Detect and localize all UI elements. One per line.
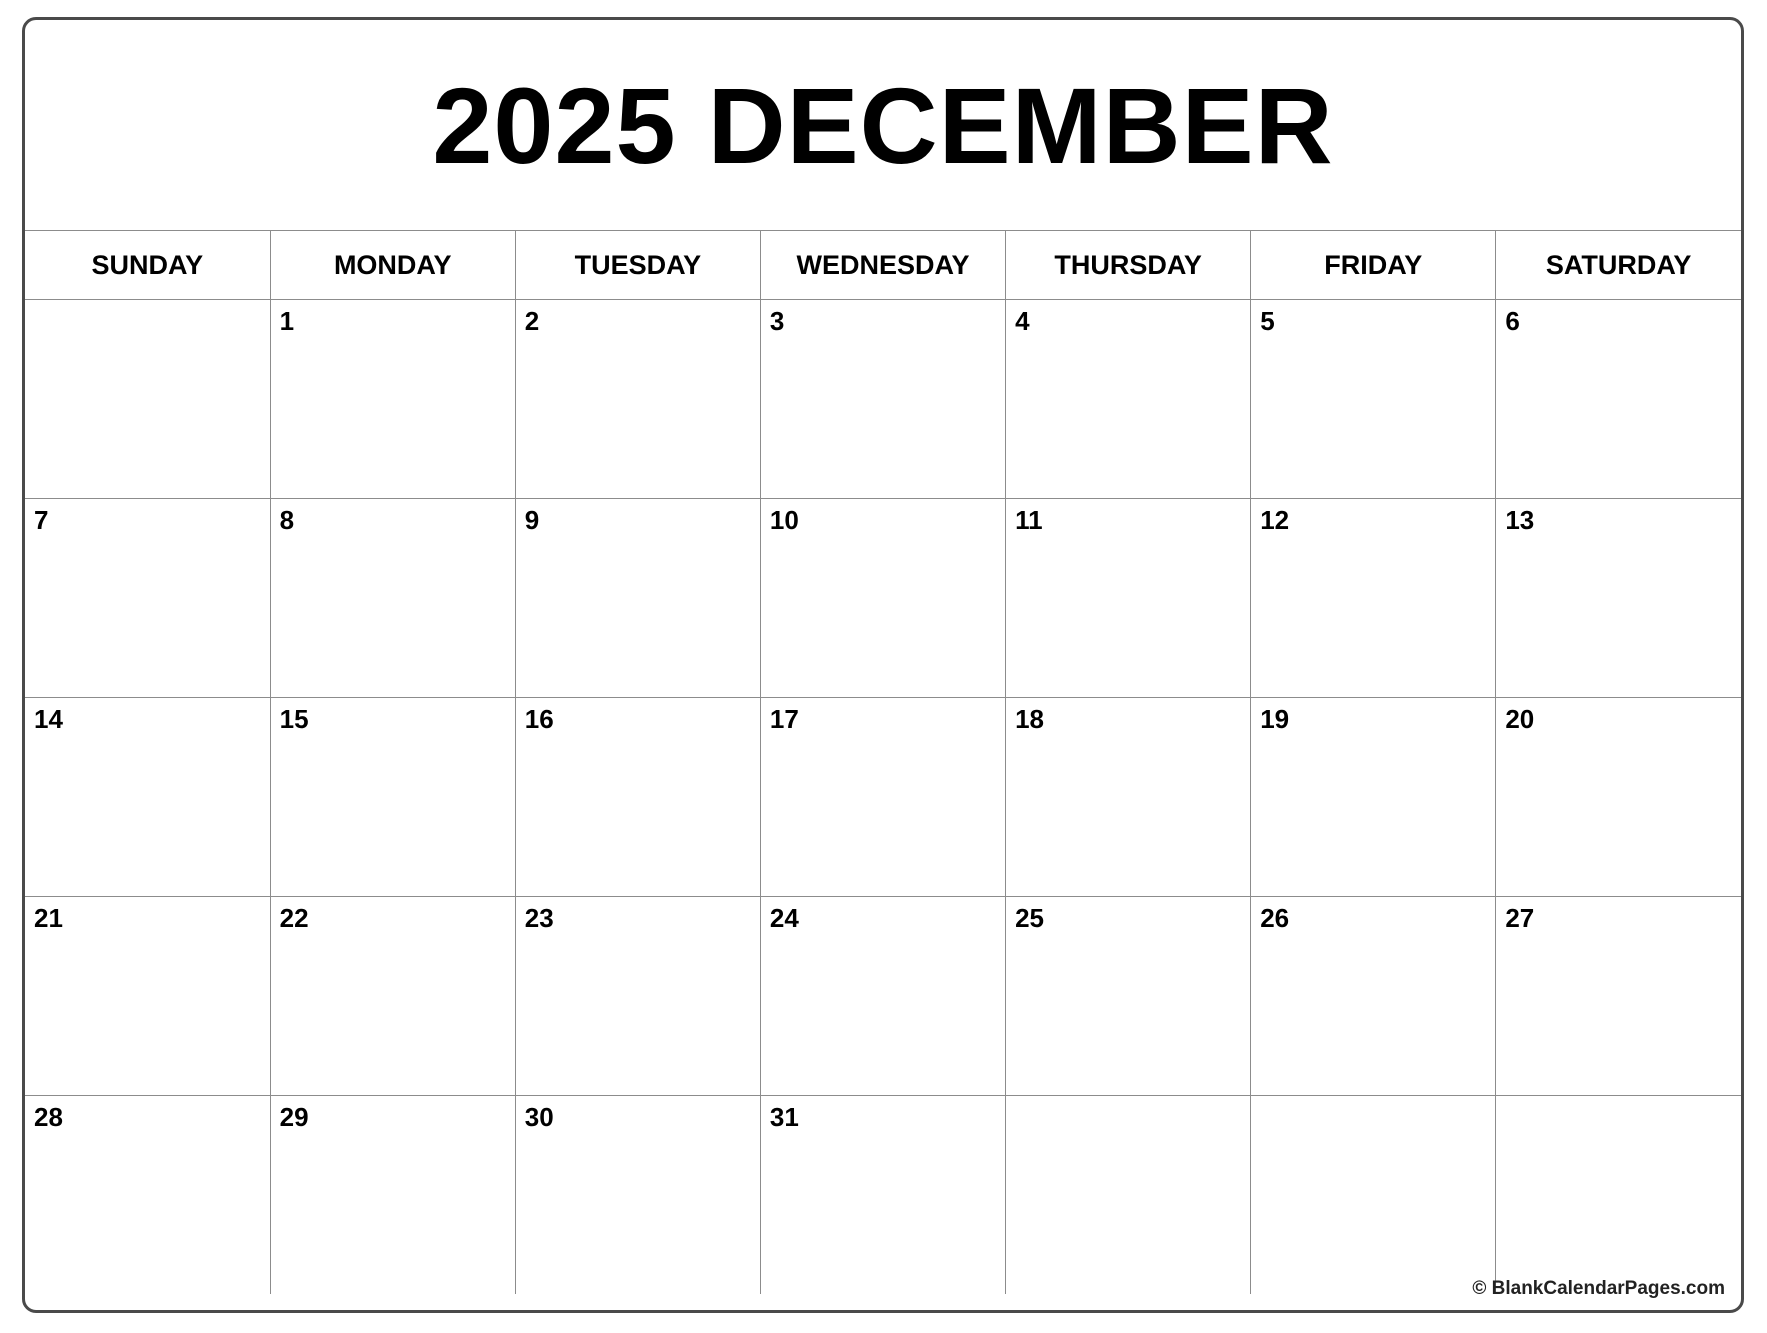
day-number: 15 (279, 704, 309, 734)
day-cell[interactable] (270, 897, 515, 1096)
weekday-header-tuesday: TUESDAY (515, 231, 760, 300)
day-number: 21 (34, 903, 63, 933)
day-cell[interactable] (270, 300, 515, 499)
day-cell[interactable] (515, 300, 760, 499)
day-number: 30 (524, 1102, 554, 1132)
day-number: 1 (279, 306, 295, 336)
day-cell[interactable] (25, 300, 270, 499)
day-cell[interactable] (1496, 300, 1741, 499)
day-number: 16 (524, 704, 554, 734)
day-number: 6 (1505, 306, 1520, 336)
day-number: 11 (1015, 505, 1043, 535)
calendar-week-row (25, 897, 1741, 1096)
day-number: 3 (769, 306, 785, 336)
day-cell[interactable] (1006, 300, 1251, 499)
calendar-container (22, 17, 1744, 1313)
weekday-header-friday: FRIDAY (1251, 231, 1496, 300)
day-cell[interactable] (270, 1096, 515, 1295)
calendar-title-bar (25, 20, 1741, 230)
day-number: 4 (1015, 306, 1030, 336)
day-cell[interactable] (1006, 897, 1251, 1096)
day-cell[interactable] (25, 897, 270, 1096)
day-number: 18 (1015, 704, 1044, 734)
day-number: 26 (1260, 903, 1290, 933)
day-number (1006, 1096, 1250, 1104)
day-cell[interactable] (1006, 1096, 1251, 1295)
day-cell[interactable] (1006, 499, 1251, 698)
day-number (1496, 1096, 1741, 1104)
day-cell[interactable] (25, 698, 270, 897)
calendar-week-row (25, 1096, 1741, 1295)
day-number: 31 (769, 1102, 799, 1132)
day-number: 22 (279, 903, 309, 933)
day-cell[interactable] (1251, 1096, 1496, 1295)
day-number: 10 (769, 505, 799, 535)
day-cell[interactable] (760, 1096, 1005, 1295)
day-cell[interactable] (1496, 897, 1741, 1096)
day-cell[interactable] (25, 499, 270, 698)
day-cell[interactable] (1006, 698, 1251, 897)
day-cell[interactable] (760, 300, 1005, 499)
weekday-header-saturday: SATURDAY (1496, 231, 1741, 300)
day-number: 5 (1260, 306, 1275, 336)
day-cell[interactable] (515, 499, 760, 698)
day-number: 20 (1505, 704, 1535, 734)
day-number: 2 (524, 306, 540, 336)
day-number: 19 (1260, 704, 1290, 734)
calendar-week-row (25, 300, 1741, 499)
day-number: 9 (524, 505, 540, 535)
day-number: 27 (1505, 903, 1535, 933)
calendar-grid (25, 230, 1741, 1294)
page-title: 2025 DECEMBER (432, 64, 1334, 186)
calendar-week-row (25, 698, 1741, 897)
day-number: 14 (34, 704, 63, 734)
day-cell[interactable] (1251, 499, 1496, 698)
day-number: 13 (1505, 505, 1535, 535)
credit-watermark: © BlankCalendarPages.com (1472, 1278, 1725, 1299)
day-number: 29 (279, 1102, 309, 1132)
day-number: 17 (769, 704, 799, 734)
day-cell[interactable] (1496, 698, 1741, 897)
day-cell[interactable] (760, 499, 1005, 698)
day-cell[interactable] (760, 897, 1005, 1096)
weekday-header-row (25, 231, 1741, 300)
day-cell[interactable] (1496, 499, 1741, 698)
weekday-header-monday: MONDAY (270, 231, 515, 300)
weekday-header-thursday: THURSDAY (1006, 231, 1251, 300)
day-number: 8 (279, 505, 295, 535)
day-cell[interactable] (1251, 897, 1496, 1096)
day-cell[interactable] (1251, 698, 1496, 897)
day-number: 28 (34, 1102, 63, 1132)
day-number: 12 (1260, 505, 1290, 535)
day-number: 7 (34, 505, 49, 535)
day-number (25, 300, 270, 308)
day-number: 23 (524, 903, 554, 933)
calendar-week-row (25, 499, 1741, 698)
day-number: 24 (769, 903, 799, 933)
day-cell[interactable] (1496, 1096, 1741, 1295)
weekday-header-sunday: SUNDAY (25, 231, 270, 300)
day-cell[interactable] (515, 698, 760, 897)
day-cell[interactable] (270, 499, 515, 698)
day-number: 25 (1015, 903, 1044, 933)
day-number (1251, 1096, 1495, 1104)
day-cell[interactable] (270, 698, 515, 897)
day-cell[interactable] (25, 1096, 270, 1295)
day-cell[interactable] (515, 897, 760, 1096)
day-cell[interactable] (760, 698, 1005, 897)
day-cell[interactable] (515, 1096, 760, 1295)
day-cell[interactable] (1251, 300, 1496, 499)
weekday-header-wednesday: WEDNESDAY (760, 231, 1005, 300)
